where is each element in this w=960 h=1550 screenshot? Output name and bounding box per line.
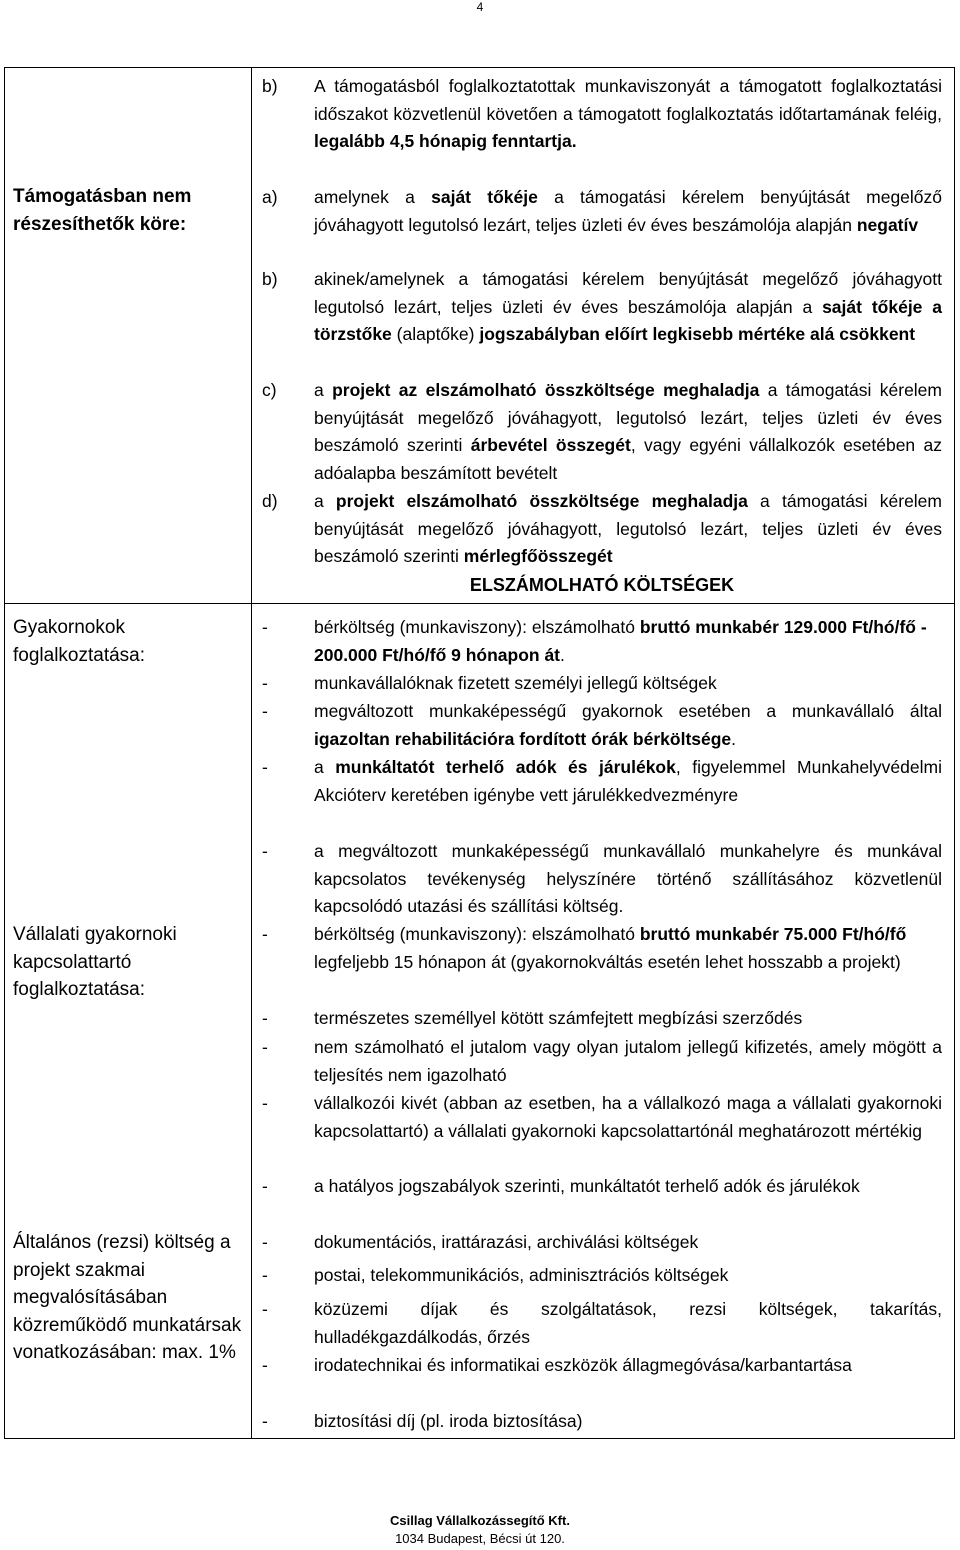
- list-item: - bérköltség (munkaviszony): elszámolható bruttó munkabér 75.000 Ft/hó/fő legfeljebb 15 hónapon át (gyakornokváltás esetén lehet hosszabb a projekt): [262, 921, 942, 976]
- list-item: - dokumentációs, irattárazási, archiválási költségek: [262, 1229, 942, 1257]
- list-item: - természetes személlyel kötött számfejtett megbízási szerződés: [262, 1005, 942, 1033]
- list-marker: -: [262, 1093, 268, 1113]
- row-divider: [5, 603, 954, 604]
- list-marker: -: [262, 841, 268, 861]
- list-item: - a megváltozott munkaképességű munkavállaló munkahelyre és munkával kapcsolatos tevékenység helyszínére történő szállításához közvetlenül kapcsolódó utazási és szállítási költség.: [262, 838, 942, 921]
- list-marker: -: [262, 1037, 268, 1057]
- list-item: - munkavállalóknak fizetett személyi jellegű költségek: [262, 670, 942, 698]
- list-marker: -: [262, 1355, 268, 1375]
- list-item: - közüzemi díjak és szolgáltatások, rezsi költségek, takarítás, hulladékgazdálkodás, őrzés: [262, 1296, 942, 1351]
- list-marker: -: [262, 924, 268, 944]
- list-item: d) a projekt elszámolható összköltsége meghaladja a támogatási kérelem benyújtását megelőző jóváhagyott, legutolsó lezárt, teljes üzleti év éves beszámoló szerinti mérlegfőösszegét: [262, 488, 942, 571]
- list-item: - vállalkozói kivét (abban az esetben, ha a vállalkozó maga a vállalati gyakornoki kapcsolattartó) a vállalati gyakornoki kapcsolattartónál meghatározott mértékig: [262, 1090, 942, 1145]
- list-marker: b): [262, 76, 278, 96]
- list-item: - irodatechnikai és informatikai eszközök állagmegóvása/karbantartása: [262, 1352, 942, 1380]
- list-item: - bérköltség (munkaviszony): elszámolható bruttó munkabér 129.000 Ft/hó/fő - 200.000 Ft/hó/fő 9 hónapon át.: [262, 614, 942, 669]
- list-item: b) akinek/amelynek a támogatási kérelem benyújtását megelőző jóváhagyott legutolsó lezárt, teljes üzleti év éves beszámolója alapján a saját tőkéje a törzstőke (alaptőke) jogszabályban előírt legkisebb mértéke alá csökkent: [262, 266, 942, 349]
- list-marker: -: [262, 701, 268, 721]
- list-item: - a munkáltatót terhelő adók és járulékok, figyelemmel Munkahelyvédelmi Akcióterv keretében igénybe vett járulékkedvezményre: [262, 754, 942, 809]
- list-marker: -: [262, 673, 268, 693]
- list-marker: -: [262, 617, 268, 637]
- list-item: - postai, telekommunikációs, adminisztrációs költségek: [262, 1262, 942, 1290]
- list-item: b) A támogatásból foglalkoztatottak munkaviszonyát a támogatott foglalkoztatási időszakot közvetlenül követően a támogatott foglalkoztatás időtartamának feléig, legalább 4,5 hónapig fenntartja.: [262, 73, 942, 156]
- list-item: - a hatályos jogszabályok szerinti, munkáltatót terhelő adók és járulékok: [262, 1173, 942, 1201]
- list-marker: c): [262, 380, 277, 400]
- footer-company: Csillag Vállalkozássegítő Kft.: [390, 1513, 570, 1528]
- list-marker: -: [262, 1411, 268, 1431]
- list-item: - megváltozott munkaképességű gyakornok esetében a munkavállaló által igazoltan rehabilitációra fordított órák bérköltsége.: [262, 698, 942, 753]
- list-marker: -: [262, 1232, 268, 1252]
- list-marker: d): [262, 491, 278, 511]
- page-number: 4: [476, 0, 484, 14]
- section-heading: ELSZÁMOLHATÓ KÖLTSÉGEK: [469, 575, 735, 595]
- list-marker: a): [262, 187, 278, 207]
- list-marker: -: [262, 1176, 268, 1196]
- footer-address: 1034 Budapest, Bécsi út 120.: [395, 1531, 565, 1546]
- label-contact: Vállalati gyakornoki kapcsolattartó foglalkoztatása:: [13, 924, 177, 1000]
- label-not-eligible: Támogatásban nem részesíthetők köre:: [13, 186, 192, 235]
- list-item: - biztosítási díj (pl. iroda biztosítása): [262, 1408, 942, 1436]
- list-item: - nem számolható el jutalom vagy olyan jutalom jellegű kifizetés, amely mögött a teljesítés nem igazolható: [262, 1034, 942, 1089]
- list-marker: -: [262, 1265, 268, 1285]
- label-interns: Gyakornokok foglalkoztatása:: [13, 617, 146, 666]
- list-marker: -: [262, 1008, 268, 1028]
- list-marker: b): [262, 269, 278, 289]
- list-marker: -: [262, 757, 268, 777]
- column-divider: [251, 68, 252, 1438]
- list-marker: -: [262, 1299, 268, 1319]
- list-item: c) a projekt az elszámolható összköltsége meghaladja a támogatási kérelem benyújtását megelőző jóváhagyott, legutolsó lezárt, teljes üzleti év éves beszámoló szerinti árbevétel összegét, vagy egyéni vállalkozók esetében az adóalapba beszámított bevételt: [262, 377, 942, 487]
- label-overhead: Általános (rezsi) költség a projekt szakmai megvalósításában közreműködő munkatársak vonatkozásában: max. 1%: [13, 1232, 242, 1363]
- list-item: a) amelynek a saját tőkéje a támogatási kérelem benyújtását megelőző jóváhagyott legutolsó lezárt, teljes üzleti év éves beszámolója alapján negatív: [262, 184, 942, 239]
